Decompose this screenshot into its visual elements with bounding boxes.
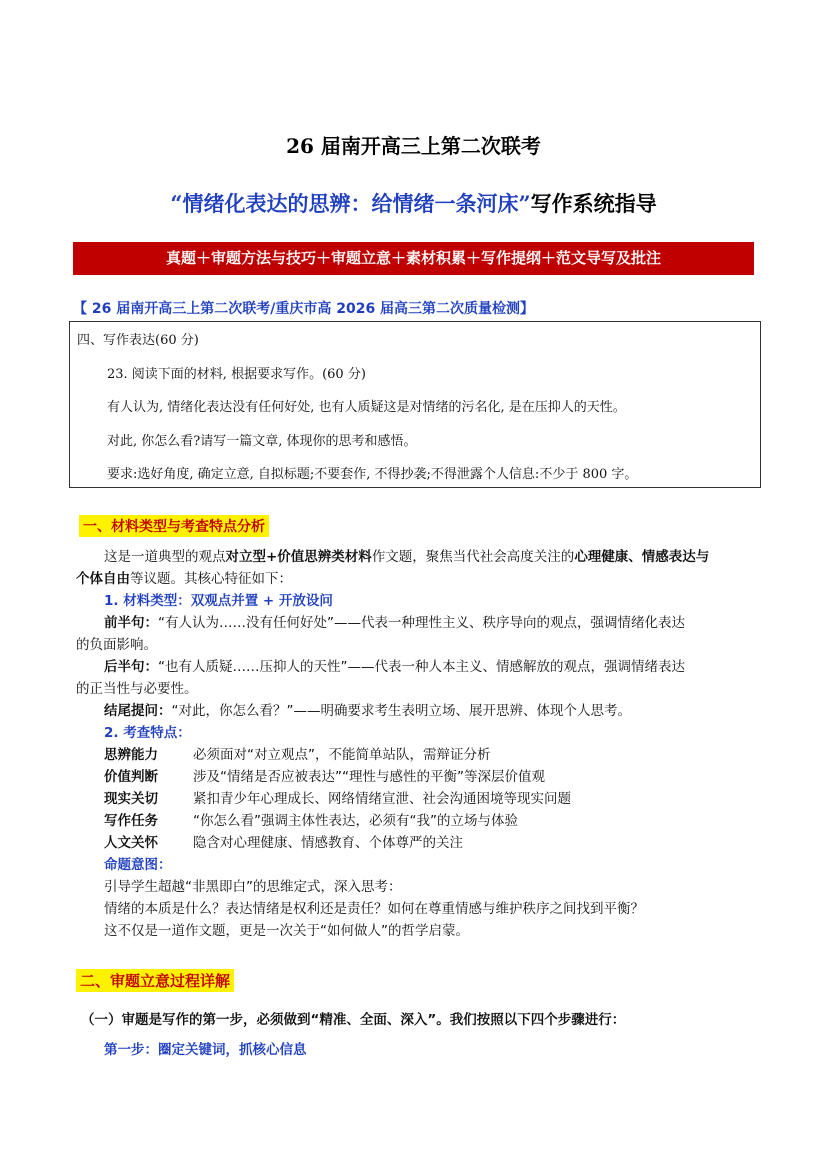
front-half-label: 前半句：: [104, 615, 158, 631]
section2-subheading: （一）审题是写作的第一步，必须做到“精准、全面、深入”。我们按照以下四个步骤进行：: [81, 1012, 626, 1028]
intent-heading: 命题意图：: [104, 857, 172, 873]
back-half-line1: [104, 655, 685, 675]
section1-heading: 一、材料类型与考查特点分析: [79, 515, 269, 537]
point-key: 现实关切: [104, 791, 158, 807]
question-number: 23. 阅读下面的材料, 根据要求写作。(60 分): [107, 367, 366, 382]
section1-intro-line1: [104, 545, 709, 565]
intro-text-c: 作文题，聚焦当代社会高度关注的: [371, 549, 575, 565]
back-half-label: 后半句：: [104, 659, 158, 675]
document-subtitle: [0, 188, 827, 218]
section1-intro-line2: [76, 567, 292, 587]
material-type-heading: 1. 材料类型：双观点并置 + 开放设问: [104, 593, 333, 609]
question-ask: 对此, 你怎么看?请写一篇文章, 体现你的思考和感悟。: [107, 434, 417, 449]
front-half-line2: 的负面影响。: [76, 637, 157, 653]
document-title: 26 届南开高三上第二次联考: [286, 134, 541, 158]
intro-text-a: 这是一道典型的观点: [104, 549, 226, 565]
subtitle-quoted: “情绪化表达的思辨：给情绪一条河床”: [170, 191, 531, 216]
intro-text-e: 个体自由: [76, 571, 130, 587]
intent-line: 这不仅是一道作文题，更是一次关于“如何做人”的哲学启蒙。: [104, 923, 469, 939]
point-key: 思辨能力: [104, 747, 158, 763]
intro-text-b: 对立型+价值思辨类材料: [225, 549, 372, 565]
front-half-text: “有人认为……没有任何好处”——代表一种理性主义、秩序导向的观点，强调情绪化表达: [158, 615, 685, 631]
exam-source: 【 26 届南开高三上第二次联考/重庆市高 2026 届高三第二次质量检测】: [73, 301, 535, 317]
point-key: 人文关怀: [104, 835, 158, 851]
point-key: 价值判断: [104, 769, 158, 785]
question-material: 有人认为, 情绪化表达没有任何好处, 也有人质疑这是对情绪的污名化, 是在压抑人的天性。: [107, 400, 626, 415]
intro-text-d: 心理健康、情感表达与: [574, 549, 710, 565]
ending-question-text: “对此，你怎么看？”——明确要求考生表明立场、展开思辨、体现个人思考。: [171, 703, 631, 719]
point-value: 必须面对“对立观点”，不能简单站队，需辩证分析: [193, 747, 491, 763]
back-half-text: “也有人质疑……压抑人的天性”——代表一种人本主义、情感解放的观点，强调情绪表达: [158, 659, 685, 675]
exam-points-heading: 2. 考查特点：: [104, 725, 191, 741]
subtitle-rest: 写作系统指导: [530, 191, 657, 216]
question-head: 四、写作表达(60 分): [77, 333, 199, 348]
point-value: 紧扣青少年心理成长、网络情绪宣泄、社会沟通困境等现实问题: [193, 791, 571, 807]
intro-text-f: 等议题。其核心特征如下：: [130, 571, 292, 587]
point-value: “你怎么看”强调主体性表达，必须有“我”的立场与体验: [193, 813, 518, 829]
question-box: [69, 321, 761, 488]
point-key: 写作任务: [104, 813, 158, 829]
ending-question-label: 结尾提问：: [104, 703, 172, 719]
content-banner: 真题＋审题方法与技巧＋审题立意＋素材积累＋写作提纲＋范文导写及批注: [73, 242, 754, 275]
step1-heading: 第一步：圈定关键词，抓核心信息: [104, 1042, 307, 1058]
point-value: 涉及“情绪是否应被表达”“理性与感性的平衡”等深层价值观: [193, 769, 545, 785]
question-requirement: 要求:选好角度, 确定立意, 自拟标题;不要套作, 不得抄袭;不得泄露个人信息:不少于 800 字。: [107, 467, 638, 482]
intent-line: 情绪的本质是什么？表达情绪是权利还是责任？如何在尊重情感与维护秩序之间找到平衡？: [104, 901, 644, 917]
point-value: 隐含对心理健康、情感教育、个体尊严的关注: [193, 835, 463, 851]
front-half-line1: [104, 611, 685, 631]
back-half-line2: 的正当性与必要性。: [76, 681, 198, 697]
ending-question-line: [104, 699, 631, 719]
intent-line: 引导学生超越“非黑即白”的思维定式，深入思考：: [104, 879, 402, 895]
section2-heading: 二、审题立意过程详解: [76, 969, 234, 992]
